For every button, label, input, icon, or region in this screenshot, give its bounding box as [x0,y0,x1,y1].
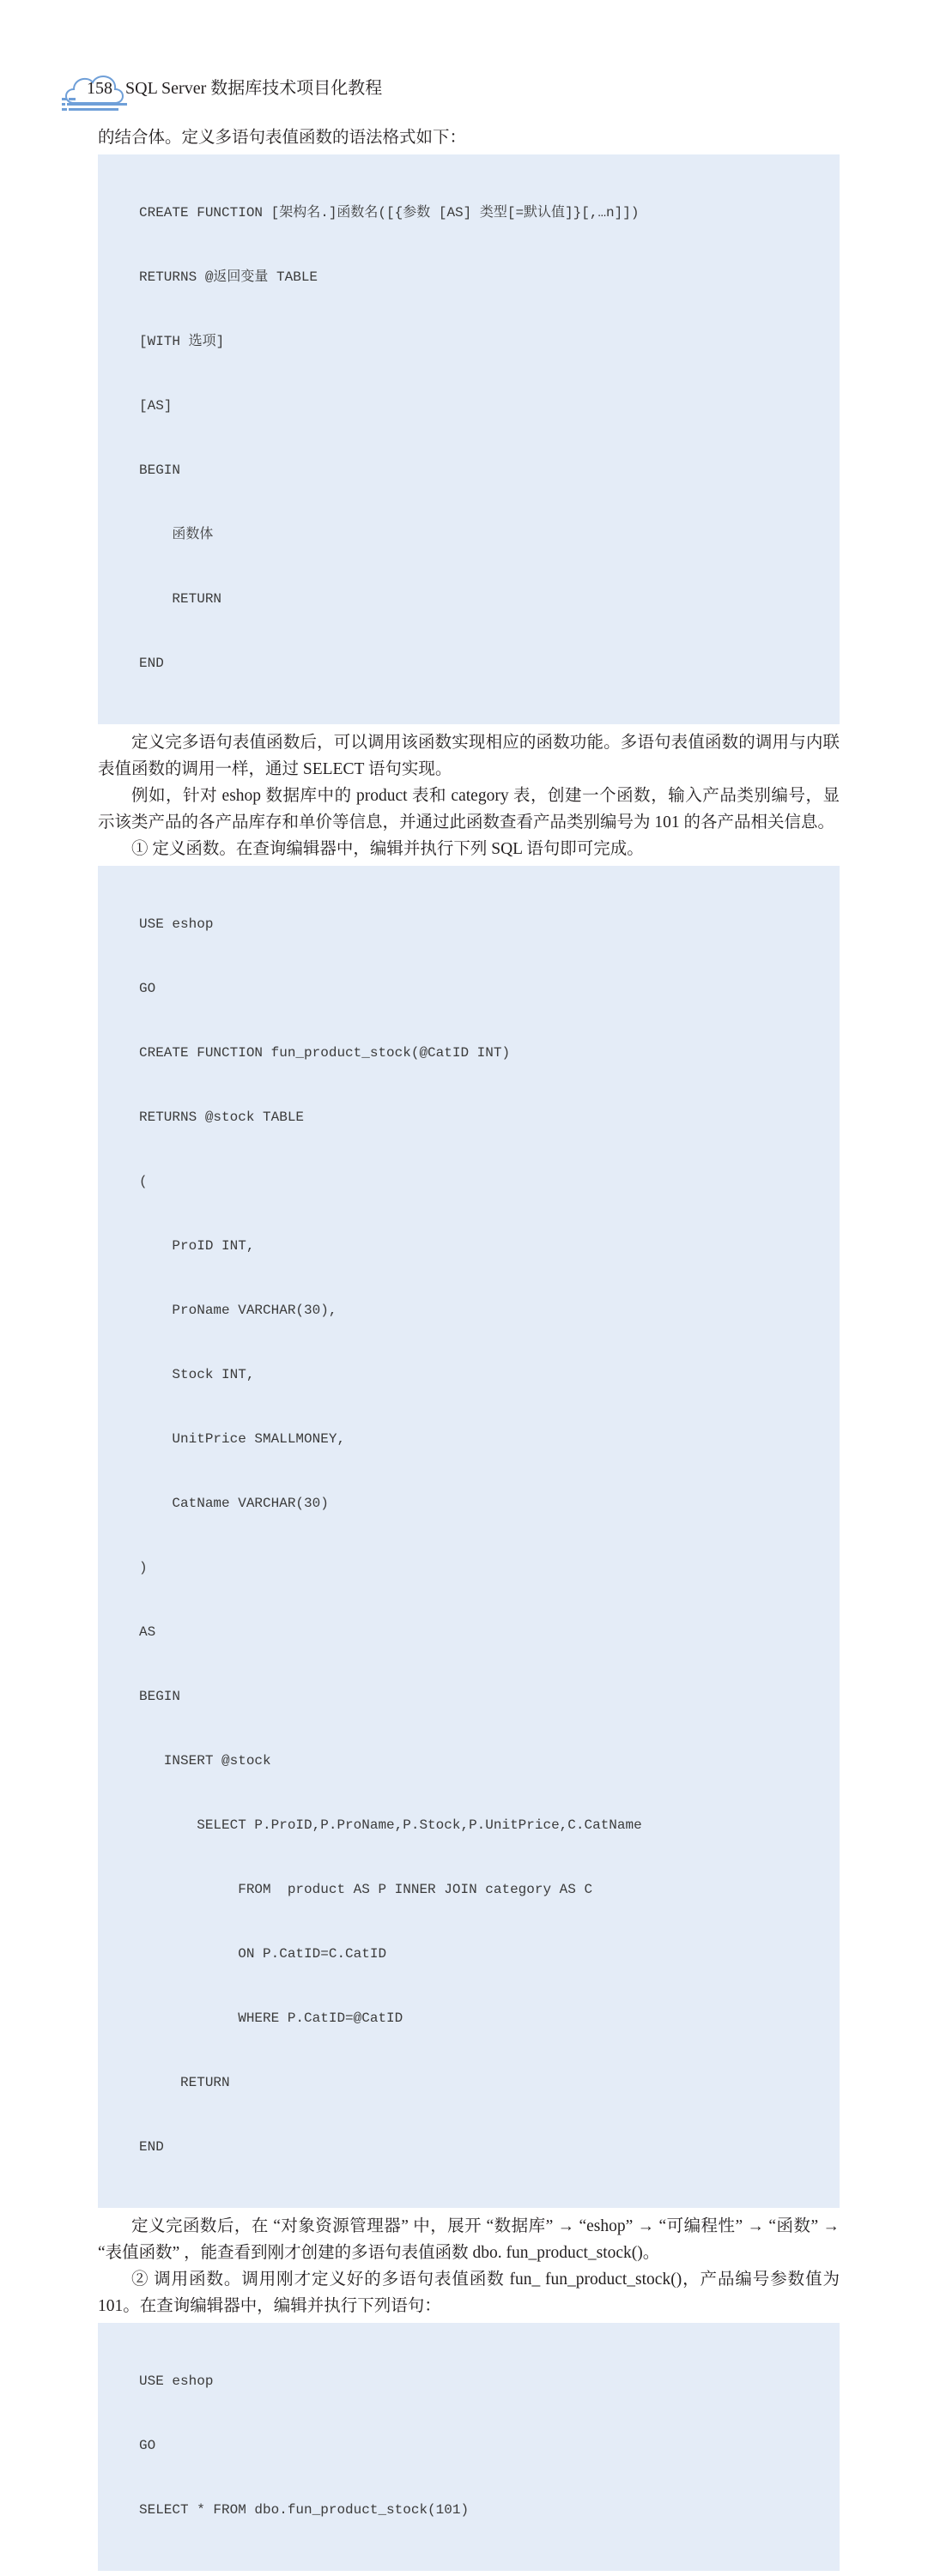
code-line: [AS] [139,398,173,414]
code-line: [WITH 选项] [139,334,225,349]
paragraph-usage: 定义完多语句表值函数后，可以调用该函数实现相应的函数功能。多语句表值函数的调用与内联表值函数的调用一样，通过 SELECT 语句实现。 [98,734,840,778]
paragraph-intro: 的结合体。定义多语句表值函数的语法格式如下： [98,129,467,147]
paragraph-step-2: ② 调用函数。调用刚才定义好的多语句表值函数 fun_ fun_product_stock()，产品编号参数值为 101。在查询编辑器中，编辑并执行下列语句： [98,2271,840,2315]
code-line: USE eshop [139,2373,214,2389]
code-line: Stock INT, [139,1367,255,1382]
code-line: UnitPrice SMALLMONEY, [139,1431,346,1447]
code-line: ON P.CatID=C.CatID [139,1946,387,1962]
code-line: 函数体 [139,527,214,542]
code-line: SELECT * FROM dbo.fun_product_stock(101) [139,2502,470,2518]
code-line: BEGIN [139,463,181,478]
book-title: SQL Server 数据库技术项目化教程 [125,79,383,98]
code-line: FROM product AS P INNER JOIN category AS C [139,1882,593,1897]
code-line: CREATE FUNCTION fun_product_stock(@CatID INT) [139,1045,511,1061]
page-content [98,123,840,2576]
code-line: GO [139,2438,156,2453]
code-block-syntax [98,154,840,724]
code-line: BEGIN [139,1689,181,1704]
code-line: RETURN [139,2075,230,2090]
code-line: CREATE FUNCTION [架构名.]函数名([{参数 [AS] 类型[=默认值]}[,…n]]) [139,205,640,221]
code-line: CatName VARCHAR(30) [139,1496,329,1511]
code-line: INSERT @stock [139,1753,271,1769]
code-block-call-function [98,2323,840,2571]
paragraph-step-1: ① 定义函数。在查询编辑器中，编辑并执行下列 SQL 语句即可完成。 [131,840,644,858]
code-line: ) [139,1560,148,1575]
paragraph-example: 例如，针对 eshop 数据库中的 product 表和 category 表，创建一个函数，输入产品类别编号，显示该类产品的各产品库存和单价等信息，并通过此函数查看产品类别编号为 101 的各产品相关信息。 [98,787,840,831]
code-line: RETURNS @stock TABLE [139,1110,305,1125]
code-line: USE eshop [139,916,214,932]
page-header [60,69,455,113]
code-line: END [139,656,164,671]
code-block-define-function [98,866,840,2208]
paragraph-object-explorer: 定义完函数后，在 “对象资源管理器” 中，展开 “数据库” → “eshop” → “可编程性” → “函数” → “表值函数” ，能查看到刚才创建的多语句表值函数 dbo. fun_product_stock()。 [98,2217,840,2262]
page-number: 158 [87,79,112,98]
code-line: GO [139,981,156,996]
code-line: ProID INT, [139,1238,255,1254]
code-line: RETURNS @返回变量 TABLE [139,269,318,285]
code-line: AS [139,1624,156,1640]
code-line: ProName VARCHAR(30), [139,1303,337,1318]
code-line: SELECT P.ProID,P.ProName,P.Stock,P.UnitPrice,C.CatName [139,1817,642,1833]
code-line: WHERE P.CatID=@CatID [139,2011,403,2026]
code-line: ( [139,1174,148,1189]
code-line: END [139,2139,164,2155]
code-line: RETURN [139,591,222,607]
